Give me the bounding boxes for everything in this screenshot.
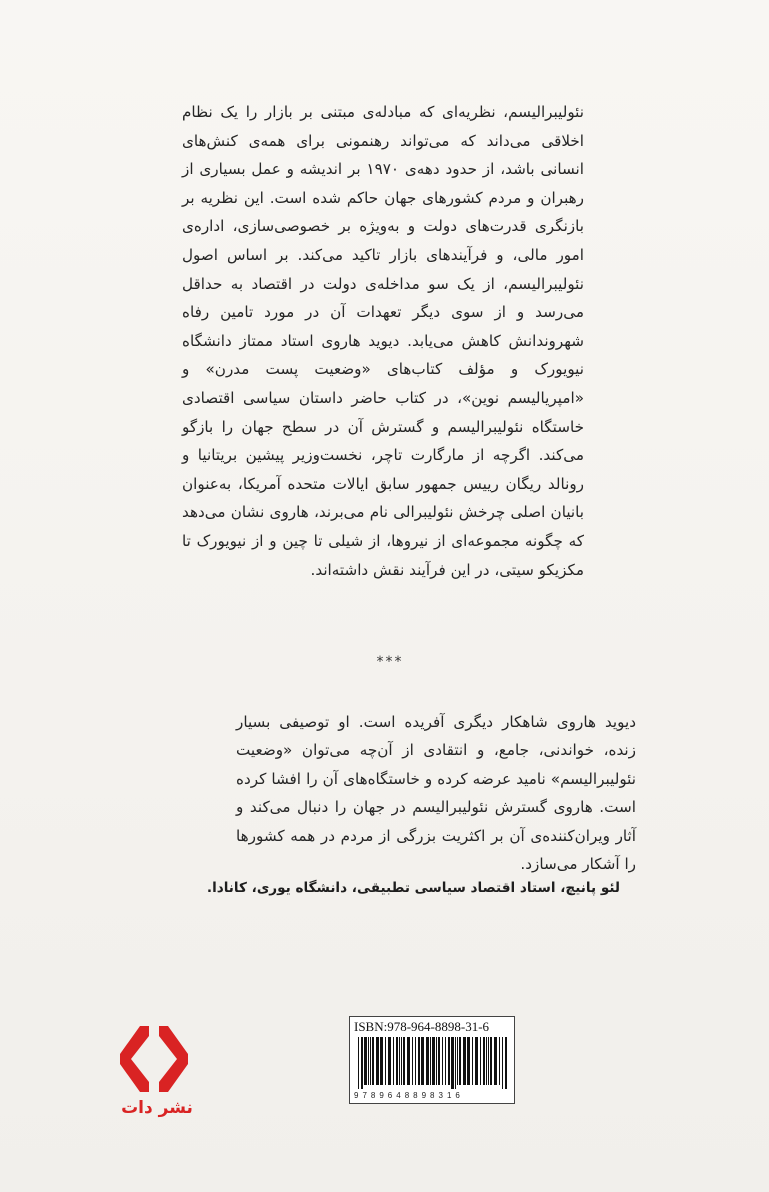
isbn-barcode [349, 1016, 515, 1104]
description-paragraph: نئولیبرالیسم، نظریه‌ای که مبادله‌ی مبتنی بر بازار را یک نظام اخلاقی می‌داند که می‌تواند رهنمونی برای همه‌ی کنش‌های انسانی باشد، از حدود دهه‌ی ۱۹۷۰ بر اندیشه و عمل بسیاری از رهبران و مردم کشورهای جهان حاکم شده است. این نظریه بر بازنگری قدرت‌های دولت و به‌ویژه بر خصوصی‌سازی، اداره‌ی امور مالی، و فرآیندهای بازار تاکید می‌کند. بر اساس اصول نئولیبرالیسم، از یک سو مداخله‌ی دولت در اقتصاد به حداقل می‌رسد و از سوی دیگر تعهدات آن در مورد تامین رفاه شهروندانش کاهش می‌یابد. دیوید هاروی استاد ممتاز دانشگاه نیویورک و مؤلف کتاب‌های «وضعیت پست مدرن» و «امپریالیسم نوین»، در کتاب حاضر داستان سیاسی اقتصادی خاستگاه نئولیبرالیسم و گسترش آن در سطح جهان را بازگو می‌کند. اگرچه از مارگارت تاچر، نخست‌وزیر پیشین بریتانیا و رونالد ریگان رییس جمهور سابق ایالات متحده آمریکا، به‌عنوان بانیان اصلی چرخش نئولیبرالی نام می‌برند، هاروی نشان می‌دهد که چگونه مجموعه‌ای از نیروها، از شیلی تا چین و از نیویورک تا مکزیکو سیتی، در این فرآیند نقش داشته‌اند. [182, 103, 584, 579]
barcode-bars [358, 1037, 508, 1089]
section-separator: *** [376, 654, 404, 670]
review-paragraph: دیوید هاروی شاهکار دیگری آفریده است. او توصیفی بسیار زنده، خواندنی، جامع، و انتقادی از آن‌چه می‌توان «وضعیت نئولیبرالیسم» نامید عرضه کرده و خاستگاه‌های آن را افشا کرده است. هاروی گسترش نئولیبرالیسم در جهان را دنبال می‌کند و آثار ویران‌کننده‌ی آن بر اکثریت بزرگی از مردم در همه کشورها را آشکار می‌سازد. [236, 713, 636, 874]
publisher-name: نشر دات [121, 1098, 193, 1118]
barcode-digits: 9789648898316 [354, 1091, 464, 1100]
review-attribution: لئو پانیچ، استاد اقتصاد سیاسی تطبیقی، دانشگاه یوری، کانادا. [206, 880, 620, 896]
isbn-number: ISBN:978-964-8898-31-6 [354, 1019, 490, 1034]
publisher-logo-icon [118, 1024, 190, 1094]
